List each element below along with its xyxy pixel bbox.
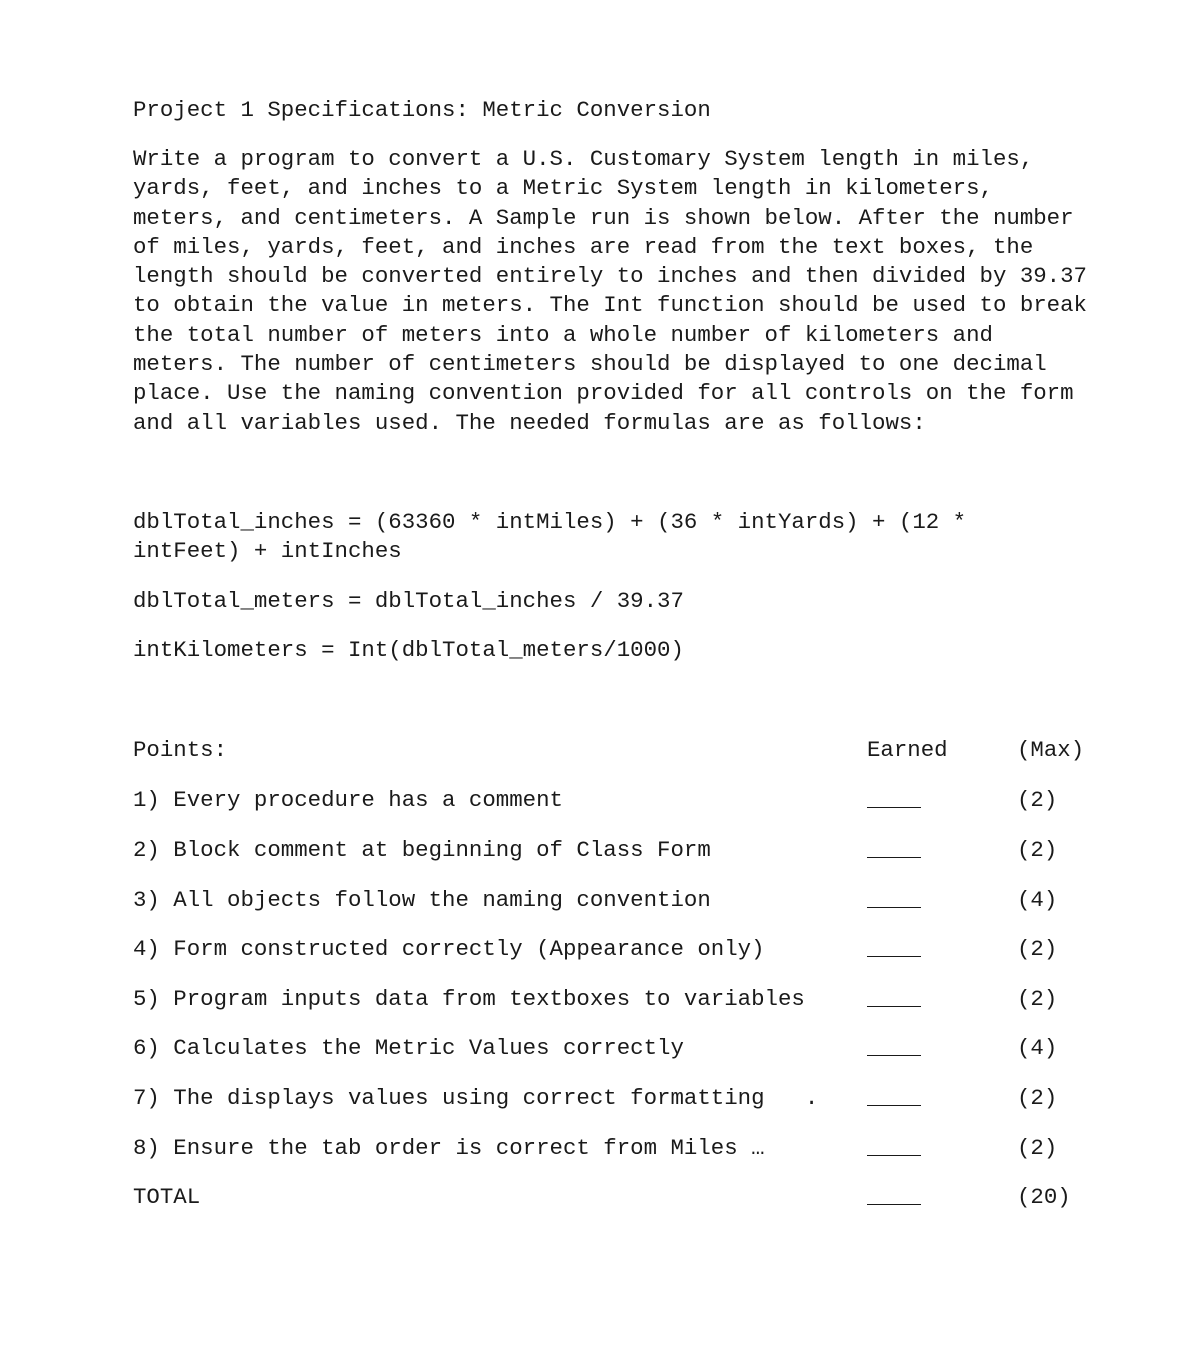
earned-column-header: Earned (867, 737, 948, 763)
earned-blank (867, 785, 921, 815)
earned-blank (867, 934, 921, 964)
points-total-row (133, 1182, 1093, 1212)
total-max: (20) (1017, 1184, 1071, 1210)
formula-total-inches: dblTotal_inches = (63360 * intMiles) + (36 * intYards) + (12 * intFeet) + intInches (133, 509, 967, 565)
points-row-label: 4) Form constructed correctly (Appearance only) (133, 936, 765, 962)
points-row-max: (2) (1017, 1135, 1058, 1161)
points-row (133, 984, 1093, 1014)
earned-blank (867, 1033, 921, 1063)
points-row-max: (2) (1017, 837, 1058, 863)
points-row (133, 835, 1093, 865)
earned-blank (867, 1182, 921, 1212)
points-row-max: (4) (1017, 887, 1058, 913)
max-column-header: (Max) (1017, 737, 1085, 763)
earned-blank (867, 1133, 921, 1163)
total-label: TOTAL (133, 1184, 201, 1210)
points-row (133, 934, 1093, 964)
formula-total-meters: dblTotal_meters = dblTotal_inches / 39.37 (133, 588, 684, 614)
points-row-max: (2) (1017, 936, 1058, 962)
formula-kilometers: intKilometers = Int(dblTotal_meters/1000) (133, 637, 684, 663)
intro-paragraph: Write a program to convert a U.S. Customary System length in miles, yards, feet, and inches to a Metric System length in kilometers, meters, and centimeters. A Sample run is shown below. After the number of miles, yards, feet, and inches are read from the text boxes, the length should be converted entirely to inches and then divided by 39.37 to obtain the value in meters. The Int function should be used to break the total number of meters into a whole number of kilometers and meters. The number of centimeters should be displayed to one decimal place. Use the naming convention provided for all controls on the form and all variables used. The needed formulas are as follows: (133, 146, 1087, 436)
points-row-label: 1) Every procedure has a comment (133, 787, 563, 813)
points-row-label: 6) Calculates the Metric Values correctly (133, 1035, 684, 1061)
points-row-label: 2) Block comment at beginning of Class Form (133, 837, 711, 863)
points-row-label: 7) The displays values using correct formatting . (133, 1085, 819, 1111)
page-title: Project 1 Specifications: Metric Conversion (133, 97, 711, 123)
points-row (133, 785, 1093, 815)
points-row-label: 8) Ensure the tab order is correct from Miles … (133, 1135, 765, 1161)
earned-blank (867, 1083, 921, 1113)
points-row-label: 5) Program inputs data from textboxes to variables (133, 986, 805, 1012)
points-row-max: (4) (1017, 1035, 1058, 1061)
points-row-label: 3) All objects follow the naming convention (133, 887, 711, 913)
earned-blank (867, 835, 921, 865)
points-row (133, 885, 1093, 915)
points-header-label: Points: (133, 737, 228, 763)
earned-blank (867, 984, 921, 1014)
points-row (133, 1133, 1093, 1163)
points-row (133, 1083, 1093, 1113)
points-row-max: (2) (1017, 787, 1058, 813)
points-row-max: (2) (1017, 986, 1058, 1012)
points-header-row (133, 735, 1093, 765)
points-row-max: (2) (1017, 1085, 1058, 1111)
earned-blank (867, 885, 921, 915)
points-row (133, 1033, 1093, 1063)
